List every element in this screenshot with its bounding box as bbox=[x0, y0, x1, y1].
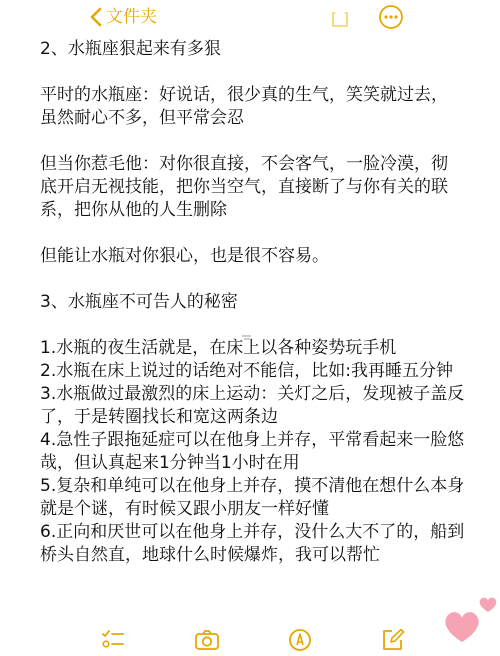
blank-line bbox=[40, 130, 492, 153]
blank-line bbox=[40, 222, 492, 245]
checklist-icon[interactable] bbox=[100, 628, 126, 652]
list-item: 了，于是转圈找长和宽这两条边 bbox=[40, 407, 278, 427]
list-item: 就是个谜，有时候又跟小朋友一样好懂 bbox=[40, 499, 329, 519]
list-item: 6.正向和厌世可以在他身上并存，没什么大不了的，船到 bbox=[40, 522, 465, 542]
back-button[interactable] bbox=[90, 6, 157, 28]
markup-icon[interactable] bbox=[287, 628, 313, 652]
note-line: 虽然耐心不多，但平常会忍 bbox=[40, 108, 244, 128]
text-cursor-icon bbox=[242, 326, 252, 332]
list-item: 4.急性子跟拖延症可以在他身上并存，平常看起来一脸悠 bbox=[40, 430, 465, 450]
note-line: 但当你惹毛他：对你很直接，不会客气，一脸冷漠，彻 bbox=[40, 154, 448, 174]
list-item: 3.水瓶做过最激烈的床上运动：关灯之后，发现被子盖反 bbox=[40, 384, 465, 404]
more-button[interactable] bbox=[378, 4, 404, 30]
list-item: 5.复杂和单纯可以在他身上并存，摸不清他在想什么本身 bbox=[40, 476, 465, 496]
share-icon[interactable] bbox=[328, 4, 352, 28]
note-line: 但能让水瓶对你狠心，也是很不容易。 bbox=[40, 246, 329, 266]
note-line: 平时的水瓶座：好说话，很少真的生气，笑笑就过去， bbox=[40, 85, 448, 105]
top-bar bbox=[0, 0, 500, 34]
bottom-toolbar bbox=[0, 624, 500, 654]
compose-icon[interactable] bbox=[380, 628, 406, 652]
list-item: 1.水瓶的夜生活就是，在床上以各种姿势玩手机 bbox=[40, 338, 397, 358]
blank-line bbox=[40, 314, 492, 337]
list-item: 桥头自然直，地球什么时候爆炸，我可以帮忙 bbox=[40, 545, 380, 565]
blank-line bbox=[40, 268, 492, 291]
list-item: 2.水瓶在床上说过的话绝对不能信，比如:我再睡五分钟 bbox=[40, 361, 453, 381]
note-line: 系，把你从他的人生删除 bbox=[40, 200, 227, 220]
blank-line bbox=[40, 61, 492, 84]
chevron-left-icon bbox=[90, 7, 102, 27]
camera-icon[interactable] bbox=[194, 628, 220, 652]
note-body[interactable] bbox=[40, 38, 492, 567]
back-label: 文件夹 bbox=[106, 7, 157, 27]
heading-section-2: 2、水瓶座狠起来有多狠 bbox=[40, 39, 221, 59]
list-item: 哉，但认真起来1分钟当1小时在用 bbox=[40, 453, 300, 473]
note-line: 底开启无视技能，把你当空气，直接断了与你有关的联 bbox=[40, 177, 448, 197]
more-icon bbox=[378, 15, 404, 34]
heading-section-3: 3、水瓶座不可告人的秘密 bbox=[40, 292, 238, 312]
